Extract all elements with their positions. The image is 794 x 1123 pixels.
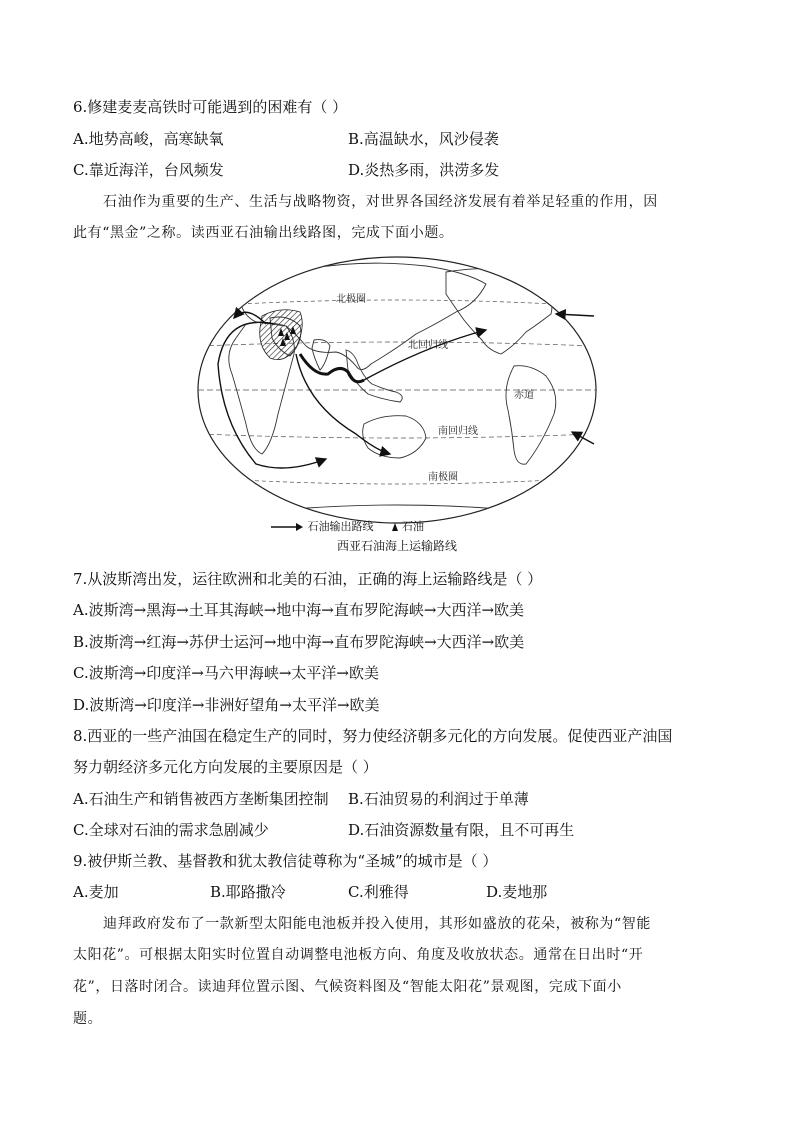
q7-option-c: C.波斯湾→印度洋→马六甲海峡→太平洋→欧美	[73, 664, 379, 682]
label-antarctic-circle: 南极圈	[428, 472, 458, 483]
q8-option-d: D.石油资源数量有限，且不可再生	[348, 821, 575, 839]
passage2-line2: 太阳花”。可根据太阳实时位置自动调整电池板方向、角度及收放状态。通常在日出时“开	[73, 947, 644, 963]
legend-oil-icon	[391, 522, 399, 532]
map-caption: 西亚石油海上运输路线	[336, 539, 457, 553]
q7-stem: 7.从波斯湾出发，运往欧洲和北美的石油，正确的海上运输路线是（ ）	[73, 570, 543, 588]
q8-option-a: A.石油生产和销售被西方垄断集团控制	[73, 790, 329, 808]
legend-oil-label: 石油	[402, 520, 424, 533]
q6-option-a: A.地势高峻，高寒缺氧	[73, 130, 224, 148]
legend-route-label: 石油输出路线	[307, 520, 374, 533]
legend-route-arrow-icon	[270, 522, 304, 532]
oil-route-map	[196, 254, 598, 540]
q7-option-b: B.波斯湾→红海→苏伊士运河→地中海→直布罗陀海峡→大西洋→欧美	[73, 633, 525, 651]
q8-option-b: B.石油贸易的利润过于单薄	[348, 790, 529, 808]
label-equator: 赤道	[514, 390, 534, 401]
passage2-line1: 迪拜政府发布了一款新型太阳能电池板并投入使用，其形如盛放的花朵，被称为“智能	[103, 916, 651, 932]
q7-option-d: D.波斯湾→印度洋→非洲好望角→太平洋→欧美	[73, 696, 380, 714]
q6-option-b: B.高温缺水，风沙侵袭	[348, 130, 499, 148]
passage1-line1: 石油作为重要的生产、生活与战略物资，对世界各国经济发展有着举足轻重的作用，因	[103, 194, 658, 210]
passage2-line3: 花”，日落时闭合。读迪拜位置示图、气候资料图及“智能太阳花”景观图，完成下面小	[73, 979, 622, 995]
passage2-line4: 题。	[73, 1011, 103, 1027]
q6-option-d: D.炎热多雨，洪涝多发	[348, 161, 500, 179]
q8-stem-line1: 8.西亚的一些产油国在稳定生产的同时，努力使经济朝多元化的方向发展。促使西亚产油国	[73, 727, 673, 745]
label-arctic-circle: 北极圈	[336, 294, 366, 305]
q9-stem: 9.被伊斯兰教、基督教和犹太教信徒尊称为“圣城”的城市是（ ）	[73, 852, 498, 870]
world-map-svg	[196, 254, 598, 540]
q8-stem-line2: 努力朝经济多元化方向发展的主要原因是（ ）	[73, 758, 378, 776]
q9-option-d: D.麦地那	[486, 883, 548, 901]
q8-option-c: C.全球对石油的需求急剧减少	[73, 821, 269, 839]
label-tropic-capricorn: 南回归线	[438, 426, 478, 437]
q6-stem: 6.修建麦麦高铁时可能遇到的困难有（ ）	[73, 98, 348, 116]
map-legend	[270, 518, 424, 534]
passage1-line2: 此有“黑金”之称。读西亚石油输出线路图，完成下面小题。	[73, 225, 454, 241]
q9-option-b: B.耶路撒冷	[210, 883, 286, 901]
q6-option-c: C.靠近海洋，台风频发	[73, 161, 224, 179]
q9-option-c: C.利雅得	[348, 883, 409, 901]
label-tropic-cancer: 北回归线	[408, 340, 448, 351]
q7-option-a: A.波斯湾→黑海→土耳其海峡→地中海→直布罗陀海峡→大西洋→欧美	[73, 601, 525, 619]
q9-option-a: A.麦加	[73, 883, 119, 901]
